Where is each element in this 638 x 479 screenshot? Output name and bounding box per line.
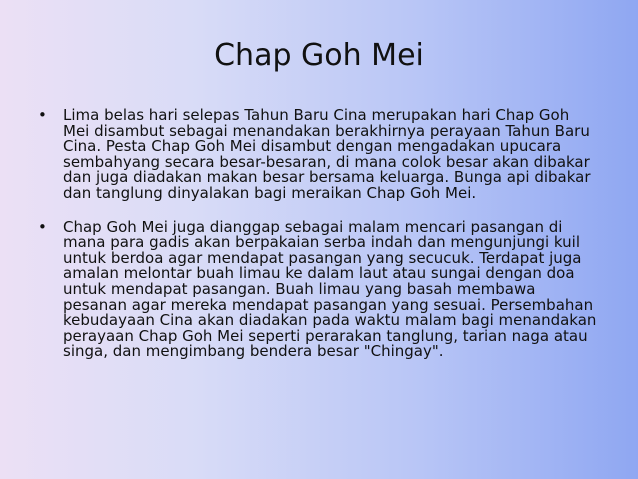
bullet-dot: • [38,217,47,236]
slide-title: Chap Goh Mei [214,38,424,73]
bullet-item [38,108,598,202]
bullet-dot: • [38,106,47,124]
bullet-text: Chap Goh Mei juga dianggap sebagai malam mencari pasangan di mana para gadis akan berpakaian serba indah dan mengunjungi kuil untuk berdoa agar mendapat pasangan yang secucuk. Terdapat juga amalan melontar buah limau ke dalam laut atau sungai dengan doa untuk mendapat pasangan. Buah limau yang basah membawa pesanan agar mereka mendapat pasangan yang sesuai. Persembahan kebudayaan Cina akan diadakan pada waktu malam bagi menandakan perayaan Chap Goh Mei seperti perarakan tanglung, tarian naga atau singa, dan mengimbang bendera besar "Chingay". [63,217,597,361]
bullet-text: Lima belas hari selepas Tahun Baru Cina merupakan hari Chap Goh Mei disambut sebagai menandakan berakhirnya perayaan Tahun Baru Cina. Pesta Chap Goh Mei disambut dengan mengadakan upucara sembahyang secara besar-besaran, di mana colok besar akan dibakar dan juga diadakan makan besar bersama keluarga. Bunga api dibakar dan tanglung dinyalakan bagi meraikan Chap Goh Mei. [63,106,591,202]
bullet-list [38,108,598,378]
bullet-item [38,217,598,361]
